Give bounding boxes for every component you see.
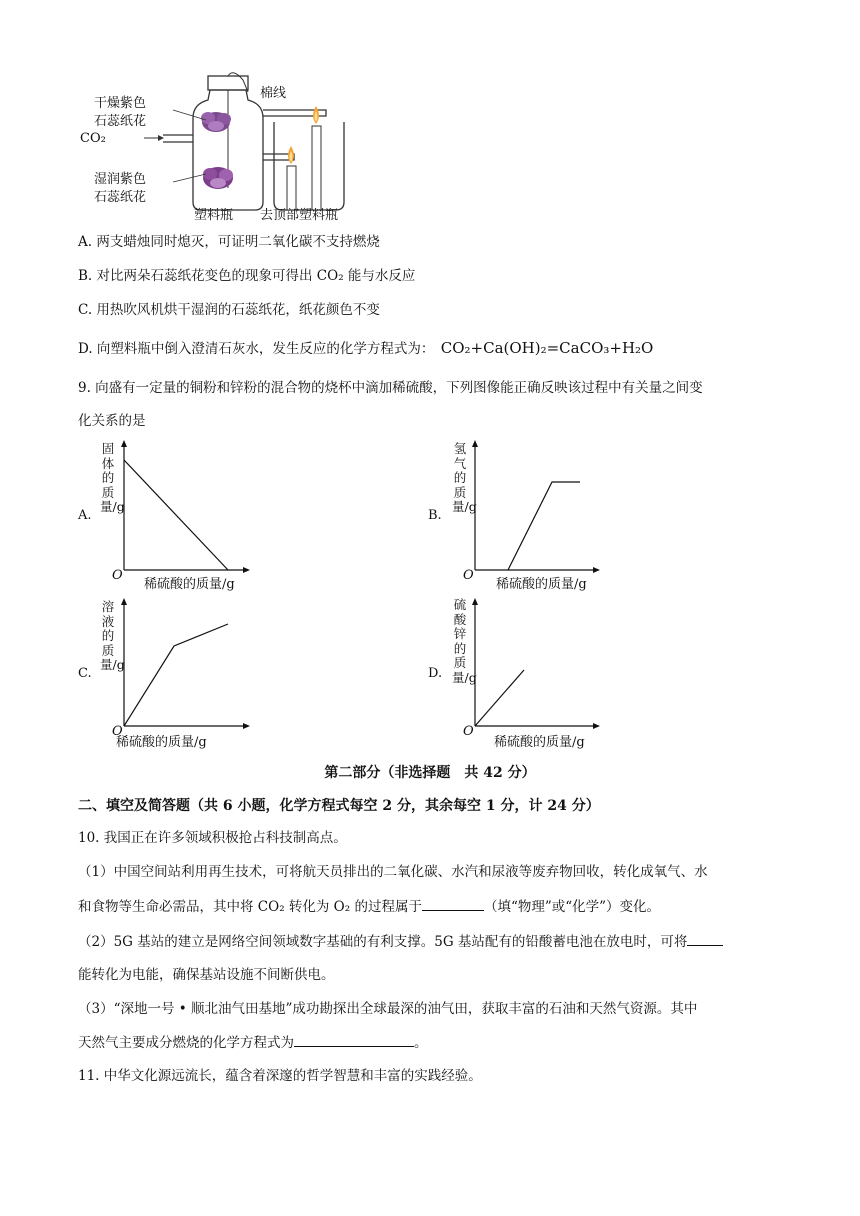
q8-option-b: B. 对比两朵石蕊纸花变色的现象可得出 CO₂ 能与水反应: [78, 268, 416, 284]
q10-stem: 10. 我国正在许多领域积极抢占科技制高点。: [78, 830, 347, 846]
graph-c-option: C.: [78, 666, 92, 681]
q10-part3-text-a: 天然气主要成分燃烧的化学方程式为: [78, 1035, 294, 1051]
q10-part2-text-a: （2）5G 基站的建立是网络空间领域数字基础的有利支撑。5G 基站配有的铅酸蓄电池在放电时，可将: [78, 934, 688, 950]
section-2-heading: 二、填空及简答题（共 6 小题，化学方程式每空 2 分，其余每空 1 分，计 24 分）: [78, 798, 600, 814]
q8-option-c: C. 用热吹风机烘干湿润的石蕊纸花，纸花颜色不变: [78, 302, 380, 318]
q10-part3-line2: [78, 1032, 428, 1053]
graph-c-ylabel: 溶液的质量/g: [100, 599, 125, 672]
label-bottle: 塑料瓶: [194, 208, 234, 223]
label-co2: CO₂: [80, 131, 106, 146]
graph-b-origin: O: [463, 568, 474, 583]
q10-part2-blank[interactable]: [687, 931, 723, 946]
label-wet-1: 湿润紫色: [94, 172, 147, 187]
graph-a-curve: [124, 460, 228, 570]
label-dry-1: 干燥紫色: [94, 96, 147, 111]
dry-flower: [201, 112, 231, 132]
part2-title: 第二部分（非选择题 共 42 分）: [324, 765, 536, 781]
q8-option-a: A. 两支蜡烛同时熄灭，可证明二氧化碳不支持燃烧: [78, 234, 380, 250]
graph-d: [428, 598, 648, 753]
q10-part3-text-b: 。: [414, 1035, 428, 1051]
graph-b-ylabel: 氢气的质量/g: [452, 441, 477, 514]
graph-a-origin: O: [112, 568, 123, 583]
q10-part1-line2: [78, 896, 660, 917]
label-dry-2: 石蕊纸花: [94, 114, 147, 129]
graph-d-xlabel: 稀硫酸的质量/g: [494, 735, 585, 750]
graph-d-origin: O: [463, 724, 474, 739]
q10-part2-line2: 能转化为电能，确保基站设施不间断供电。: [78, 967, 335, 983]
label-wet-2: 石蕊纸花: [94, 190, 147, 205]
graph-c-xlabel: 稀硫酸的质量/g: [116, 735, 207, 750]
graph-a-ylabel: 固体的质量/g: [100, 441, 125, 514]
q11-stem: 11. 中华文化源远流长，蕴含着深邃的哲学智慧和丰富的实践经验。: [78, 1068, 482, 1084]
graph-b: [428, 440, 648, 595]
label-bottle-topless: 去顶部塑料瓶: [260, 208, 339, 223]
q8-option-d-text: D. 向塑料瓶中倒入澄清石灰水，发生反应的化学方程式为：: [78, 341, 435, 357]
q9-stem-line2: 化关系的是: [78, 413, 146, 429]
q10-part2-line1: [78, 931, 723, 952]
graph-b-option: B.: [428, 508, 442, 523]
graph-b-curve: [508, 482, 580, 570]
q10-part1-blank[interactable]: [422, 896, 484, 911]
graph-b-plot: [428, 440, 648, 595]
graph-a-option: A.: [78, 508, 92, 523]
graph-d-curve: [475, 670, 524, 726]
graph-a-plot: [78, 440, 298, 595]
q9-stem-line1: 9. 向盛有一定量的铜粉和锌粉的混合物的烧杯中滴加稀硫酸，下列图像能正确反映该过程中有关量之间变: [78, 380, 703, 396]
graph-c-plot: [78, 598, 298, 753]
q8-option-d: [78, 338, 653, 359]
graph-a-xlabel: 稀硫酸的质量/g: [144, 577, 235, 592]
q10-part3-line1: （3）“深地一号 • 顺北油气田基地”成功勘探出全球最深的油气田，获取丰富的石油和天然气资源。其中: [78, 1001, 698, 1017]
graph-b-xlabel: 稀硫酸的质量/g: [496, 577, 587, 592]
wet-flower: [203, 167, 233, 189]
q8-option-d-formula: CO₂+Ca(OH)₂=CaCO₃+H₂O: [440, 339, 654, 357]
graph-c-origin: O: [112, 724, 123, 739]
graph-d-ylabel: 硫酸锌的质量/g: [452, 597, 477, 685]
graph-a: [78, 440, 298, 595]
apparatus-figure: [78, 70, 368, 230]
q10-part1-text-a: 和食物等生命必需品，其中将 CO₂ 转化为 O₂ 的过程属于: [78, 899, 422, 915]
graph-c: [78, 598, 298, 753]
q10-part1-text-b: （填“物理”或“化学”）变化。: [483, 899, 661, 915]
graph-d-option: D.: [428, 666, 443, 681]
q10-part1-line1: （1）中国空间站利用再生技术，可将航天员排出的二氧化碳、水汽和尿液等废弃物回收，转化成氧气、水: [78, 864, 708, 880]
graph-c-curve: [124, 624, 228, 726]
graph-d-plot: [428, 598, 648, 753]
q10-part3-blank[interactable]: [294, 1032, 414, 1047]
label-cotton: 棉线: [260, 86, 287, 101]
